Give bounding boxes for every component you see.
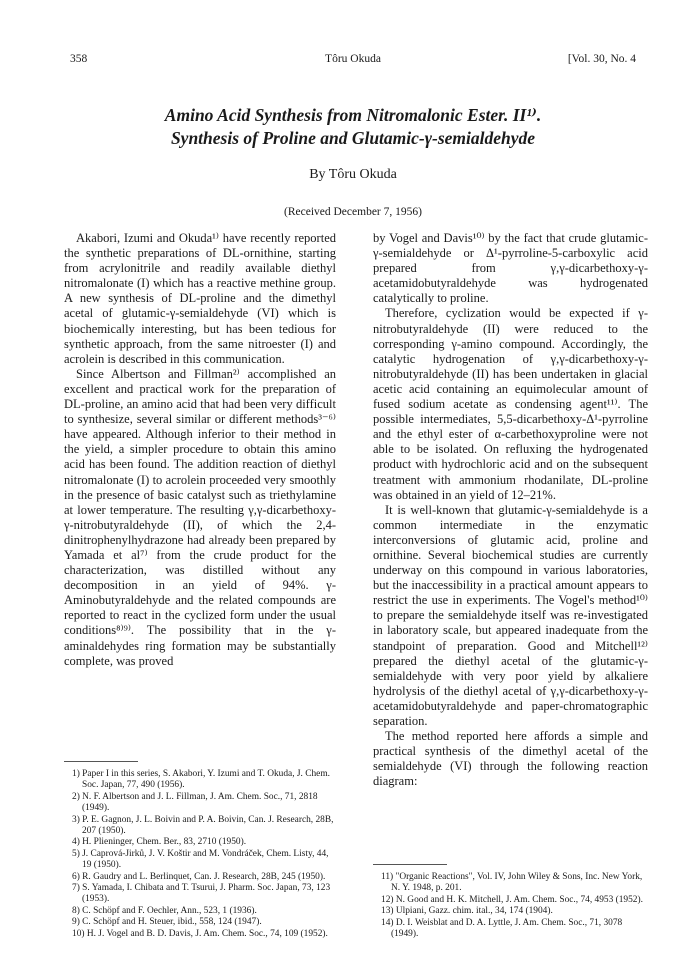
paragraph: It is well-known that glutamic-γ-semialdehyde is a common intermediate in the enzymatic interconversions of glutamic acid, proline and ornithine. Several biochemical studies are currently underway on this compound in various laboratories, but the inaccessibility in a practical amount appears to restrict the use in experiments. The Vogel's method¹⁰⁾ to prepare the semialdehyde itself was re-investigated in laboratory scale, but appeared inadequate from the standpoint of preparation. Good and Mitchell¹²⁾ prepared the diethyl acetal of the glutamic-γ-semialdehyde with very poor yield by alkaliere hydrolysis of the diethyl acetal of γ,γ-dicarbethoxy-γ-acetamidobutyraldehyde and paper-chromatographic separation. xyxy=(373,502,648,728)
footnote: 1) Paper I in this series, S. Akabori, Y. Izumi and T. Okuda, J. Chem. Soc. Japan, 77, 490 (1956). xyxy=(72,769,330,791)
footnote: 3) P. E. Gagnon, J. L. Boivin and P. A. Boivin, Can. J. Research, 28B, 207 (1950). xyxy=(72,814,334,837)
footnotes-right xyxy=(373,872,648,940)
footnote: 10) H. J. Vogel and B. D. Davis, J. Am. Chem. Soc., 74, 109 (1952). xyxy=(72,928,328,939)
paragraph: Akabori, Izumi and Okuda¹⁾ have recently reported the synthetic preparations of DL-ornithine, starting from acrylonitrile and readily available diethyl nitromalonate (I) which has a reactive methine group. A new synthesis of DL-proline and the dimethyl acetal of glutamic-γ-semialdehyde (VI) which is biochemically interesting, but has been tedious for synthetic approach, from the same nitroester (I) and acrolein is described in this communication. xyxy=(64,231,336,366)
footnote: 7) S. Yamada, I. Chibata and T. Tsurui, J. Pharm. Soc. Japan, 73, 123 (1953). xyxy=(72,883,331,905)
footnote-rule-right xyxy=(373,864,447,865)
footnotes-left xyxy=(64,769,336,940)
footnote: 14) D. I. Weisblat and D. A. Lyttle, J. Am. Chem. Soc., 71, 3078 (1949). xyxy=(381,917,623,940)
paragraph: Since Albertson and Fillman²⁾ accomplished an excellent and practical work for the preparation of DL-proline, an amino acid that had been very difficult to synthesize, several similar or different methods³⁻⁶⁾ have appeared. Although inferior to their method in the yield, a simpler procedure to obtain this amino acid has been found. The addition reaction of diethyl nitromalonate (I) to acrolein proceeded very smoothly in the presence of basic catalyst such as triethylamine at lower temperature. The resulting γ,γ-dicarbethoxy-γ-nitrobutyraldehyde (II), of which the 2,4-dinitrophenylhydrazone had already been prepared by Yamada et al⁷⁾ from the crude product for the characterization, was distilled without any decomposition in an yield of 94%. γ-Aminobutyraldehyde and the related compounds are reported to react in the cyclized form under the usual conditions⁸⁾⁹⁾. The possibility that in the γ-aminaldehydes ring formation may be substantially complete, was proved xyxy=(64,366,336,668)
footnote: 6) R. Gaudry and L. Berlinquet, Can. J. Research, 28B, 245 (1950). xyxy=(72,871,326,882)
footnote: 5) J. Caprová-Jirků, J. V. Koštir and M. Vondráček, Chem. Listy, 44, 19 (1950). xyxy=(72,848,329,871)
footnote-rule-left xyxy=(64,761,138,762)
footnote: 8) C. Schöpf and F. Oechler, Ann., 523, 1 (1936). xyxy=(72,905,257,916)
paragraph: Therefore, cyclization would be expected if γ-nitrobutyraldehyde (II) were reduced to the corresponding γ-amino compound. Accordingly, the catalytic hydrogenation of γ,γ-dicarbethoxy-γ-nitrobutyraldehyde (II) has been undertaken in glacial acetic acid containing an equimolecular amount of fused sodium acetate as condensing agent¹¹⁾. The possible intermediates, 5,5-dicarbethoxy-Δ¹-pyrroline and the ethyl ester of α-carbethoxyproline were not able to be isolated. On refluxing the hydrogenated product with hydrochloric acid and on the subsequent treatment with ammonium rhodanilate, DL-proline was obtained in an yield of 12–21%. xyxy=(373,306,648,502)
footnote: 11) "Organic Reactions", Vol. IV, John Wiley & Sons, Inc. New York, N. Y. 1948, p. 201. xyxy=(381,872,643,894)
title-line-1: Amino Acid Synthesis from Nitromalonic Ester. II¹⁾. xyxy=(164,105,542,125)
running-author: Tôru Okuda xyxy=(325,53,381,65)
received-date: (Received December 7, 1956) xyxy=(284,206,422,218)
running-header xyxy=(70,53,636,69)
footnote: 9) C. Schöpf and H. Steuer, ibid., 558, 124 (1947). xyxy=(72,917,262,928)
right-column xyxy=(373,231,648,789)
author-byline: By Tôru Okuda xyxy=(309,167,397,182)
paragraph: The method reported here affords a simple and practical synthesis of the dimethyl acetal of the semialdehyde (VI) through the following reaction diagram: xyxy=(373,729,648,789)
volume-info: [Vol. 30, No. 4 xyxy=(567,53,636,65)
footnote: 12) N. Good and H. K. Mitchell, J. Am. Chem. Soc., 74, 4953 (1952). xyxy=(381,894,643,905)
title-line-2: Synthesis of Proline and Glutamic-γ-semialdehyde xyxy=(170,128,536,148)
footnote: 4) H. Plieninger, Chem. Ber., 83, 2710 (1950). xyxy=(72,837,247,848)
left-column xyxy=(64,231,336,669)
footnote: 13) Ulpiani, Gazz. chim. ital., 34, 174 (1904). xyxy=(381,906,553,917)
paper-title xyxy=(70,104,636,150)
page-number: 358 xyxy=(70,53,88,65)
paragraph: by Vogel and Davis¹⁰⁾ by the fact that crude glutamic-γ-semialdehyde or Δ¹-pyrroline-5-carboxylic acid prepared from γ,γ-dicarbethoxy-γ-acetamidobutyraldehyde was hydrogenated catalytically to proline. xyxy=(373,231,648,306)
footnote: 2) N. F. Albertson and J. L. Fillman, J. Am. Chem. Soc., 71, 2818 (1949). xyxy=(72,791,318,814)
